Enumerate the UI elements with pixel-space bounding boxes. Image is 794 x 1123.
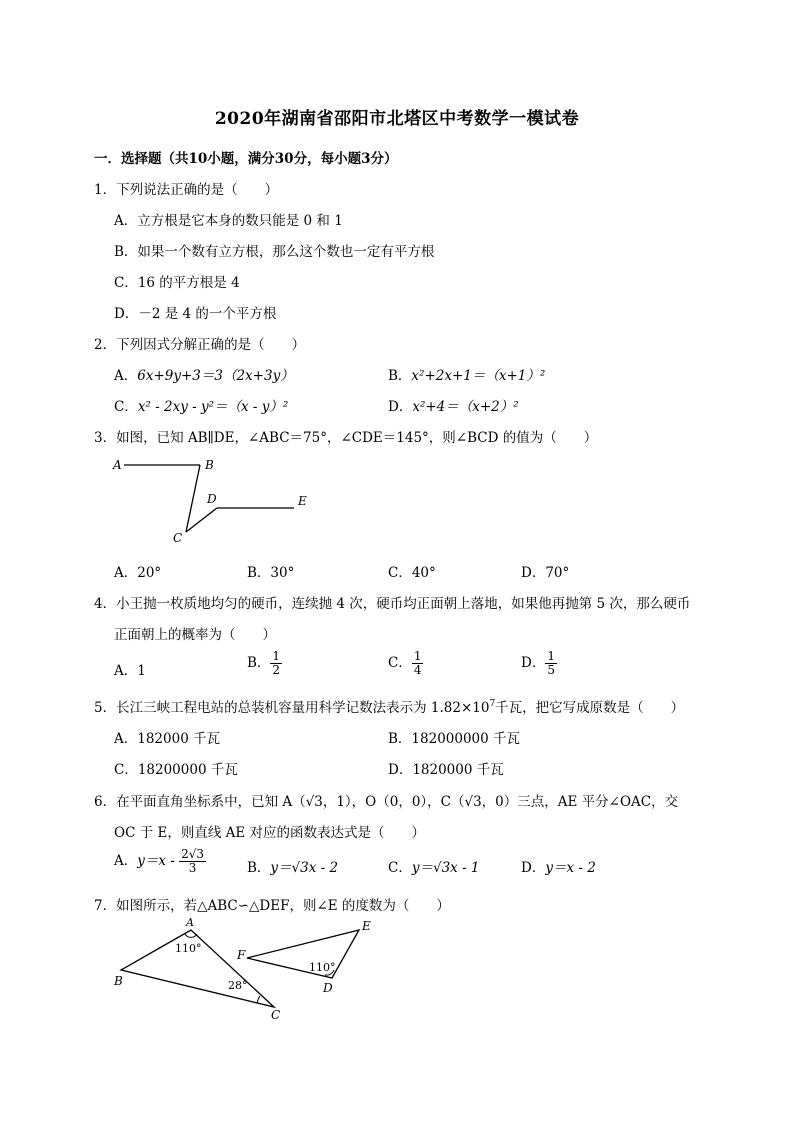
q4-b-numerator: 1: [272, 649, 281, 663]
q6-b-expr: y＝√3x - 2: [270, 860, 339, 876]
q2-stem: 2．下列因式分解正确的是（ ）: [94, 337, 306, 353]
q3-option-d[interactable]: D．70°: [521, 565, 570, 581]
q3-figure: [100, 450, 330, 550]
q2-d-label: D．: [388, 399, 413, 415]
q5-option-c[interactable]: C．18200000 千瓦: [114, 762, 238, 778]
q5-stem-exponent: 7: [489, 699, 496, 709]
q7-label-c: C: [271, 1008, 281, 1022]
q3-segment-bc: [186, 465, 200, 532]
q6-d-expr: y＝x - 2: [545, 860, 596, 876]
q3-label-b: B: [205, 458, 214, 472]
q2-d-expr: x²+4＝（x+2）²: [412, 399, 519, 415]
q2-b-label: B．: [388, 368, 412, 384]
q7-label-d: D: [323, 981, 333, 995]
q5-stem-post: 千瓦，把它写成原数是（ ）: [495, 700, 685, 716]
q7-label-f: F: [237, 948, 246, 962]
q6-option-c[interactable]: [388, 856, 480, 876]
q6-a-numerator: 2√3: [181, 847, 205, 861]
q1-option-b[interactable]: B．如果一个数有立方根，那么这个数也一定有平方根: [114, 244, 435, 260]
q7-angle-c-value: 28°: [228, 979, 248, 992]
q7-figure: [100, 915, 400, 1025]
q6-a-fraction: [179, 848, 206, 875]
q3-option-c[interactable]: C．40°: [388, 565, 436, 581]
q2-option-a[interactable]: [114, 364, 294, 384]
q6-option-d[interactable]: [521, 856, 596, 876]
q1-stem: 1．下列说法正确的是（ ）: [94, 182, 279, 198]
q6-option-b[interactable]: [247, 856, 338, 876]
q7-label-a: A: [186, 916, 194, 929]
q4-option-b[interactable]: [247, 650, 282, 677]
q1-option-d[interactable]: D．－2 是 4 的一个平方根: [114, 306, 277, 322]
q4-b-fraction: [270, 650, 282, 677]
q6-d-label: D．: [521, 860, 546, 876]
q7-triangle-def: [247, 930, 359, 978]
q7-stem: 7．如图所示，若△ABC∽△DEF，则∠E 的度数为（ ）: [94, 898, 450, 914]
q5-option-a[interactable]: A．182000 千瓦: [114, 731, 221, 747]
q3-option-a[interactable]: A．20°: [114, 565, 162, 581]
q3-label-e: E: [298, 494, 307, 508]
q4-stem-line2: 正面朝上的概率为（ ）: [114, 627, 276, 643]
q1-option-c[interactable]: C．16 的平方根是 4: [114, 275, 240, 291]
q3-stem: 3．如图，已知 AB∥DE，∠ABC＝75°，∠CDE＝145°，则∠BCD 的值为（ ）: [94, 430, 598, 446]
q2-a-expr: 6x+9y+3＝3（2x+3y）: [137, 368, 294, 384]
q2-option-d[interactable]: [388, 395, 519, 415]
q2-c-label: C．: [114, 399, 138, 415]
q2-option-b[interactable]: [388, 364, 545, 384]
q4-stem-line1: 4．小王抛一枚质地均匀的硬币，连续抛 4 次，硬币均正面朝上落地，如果他再抛第 5 次，那么硬币: [94, 596, 691, 612]
q4-c-numerator: 1: [413, 649, 422, 663]
q7-angle-arc-c: [257, 996, 260, 1003]
section-heading: 一．选择题（共10小题，满分30分，每小题3分）: [94, 151, 398, 167]
q6-b-label: B．: [247, 860, 271, 876]
q4-d-denominator: 5: [547, 663, 555, 677]
q4-d-numerator: 1: [547, 649, 555, 663]
q7-label-e: E: [362, 919, 371, 933]
q4-c-label: C．: [388, 655, 412, 671]
q3-label-c: C: [173, 531, 183, 545]
exam-title: 2020年湖南省邵阳市北塔区中考数学一模试卷: [214, 109, 580, 129]
q4-option-d[interactable]: [521, 650, 557, 677]
q7-label-b: B: [114, 974, 123, 988]
q7-angle-d-value: 110°: [309, 961, 336, 974]
q7-angle-a-value: 110°: [175, 942, 202, 955]
q4-option-a[interactable]: A．1: [114, 663, 146, 679]
q2-c-expr: x² - 2xy - y²＝（x - y）²: [137, 399, 289, 415]
q4-b-denominator: 2: [272, 663, 281, 677]
q3-label-d: D: [207, 492, 217, 506]
q5-option-b[interactable]: B．182000000 千瓦: [388, 731, 521, 747]
q5-stem-pre: 5．长江三峡工程电站的总装机容量用科学记数法表示为 1.82×10: [94, 700, 490, 716]
q4-c-denominator: 4: [413, 663, 422, 677]
q1-option-a[interactable]: A．立方根是它本身的数只能是 0 和 1: [114, 213, 343, 229]
q3-option-b[interactable]: B．30°: [247, 565, 295, 581]
q2-a-label: A．: [114, 368, 138, 384]
q5-option-d[interactable]: D．1820000 千瓦: [388, 762, 504, 778]
q3-label-a: A: [113, 458, 122, 472]
q6-a-label: A．: [114, 853, 138, 869]
q4-option-c[interactable]: [388, 650, 423, 677]
q6-a-expr: y＝x -: [137, 853, 175, 869]
q6-c-expr: y＝√3x - 1: [411, 860, 480, 876]
q6-c-label: C．: [388, 860, 412, 876]
q2-b-expr: x²+2x+1＝（x+1）²: [411, 368, 546, 384]
q6-stem-line2: OC 于 E，则直线 AE 对应的函数表达式是（ ）: [114, 825, 426, 841]
q4-d-label: D．: [521, 655, 546, 671]
q4-d-fraction: [545, 650, 557, 677]
q5-stem: [94, 696, 684, 716]
q4-b-label: B．: [247, 655, 271, 671]
q4-c-fraction: [412, 650, 424, 677]
q2-option-c[interactable]: [114, 395, 288, 415]
q6-a-denominator: 3: [188, 861, 197, 875]
q6-stem-line1: 6．在平面直角坐标系中，已知 A（√3，1），O（0，0），C（√3，0）三点，AE 平分∠OAC，交: [94, 794, 679, 810]
q6-option-a[interactable]: [114, 848, 206, 875]
